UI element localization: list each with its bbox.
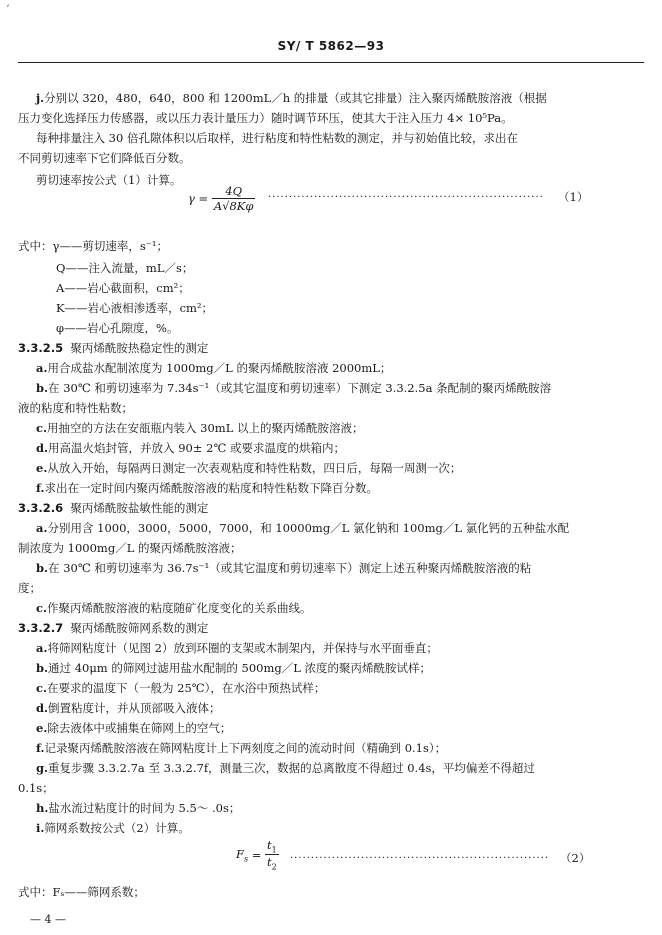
list-item-cont: 0.1s；: [18, 781, 54, 795]
section-heading: 3.3.2.6 聚丙烯酰胺盐敏性能的测定: [18, 501, 209, 515]
list-item: b.通过 40μm 的筛网过滤用盐水配制的 500mg／L 浓度的聚丙烯酰胺试样；: [36, 661, 432, 675]
text-line: 压力变化选择压力传感器，或以压力表计量压力）随时调节环压，使其大于注入压力 4× 10⁵Pa。: [18, 111, 513, 125]
where-item: φ——岩心孔隙度，%。: [56, 321, 179, 335]
header-rule: [18, 62, 644, 63]
section-heading: 3.3.2.7 聚丙烯酰胺筛网系数的测定: [18, 621, 209, 635]
list-item-cont: 液的粘度和特性粘数；: [18, 401, 133, 415]
text-line: 每种排量注入 30 倍孔隙体积以后取样，进行粘度和特性粘数的测定，并与初始值比较，求出在: [36, 131, 518, 145]
page-number: — 4 —: [30, 913, 66, 926]
equation-1: γ = $\frac{4Q}{A√8K\varphi}$: [188, 184, 254, 213]
list-item: g.重复步骤 3.3.2.7a 至 3.3.2.7f，测量三次，数据的总离散度不得超过 0.4s，平均偏差不得超过: [36, 761, 535, 775]
list-item: c.用抽空的方法在安瓿瓶内装入 30mL 以上的聚丙烯酰胺溶液；: [36, 421, 364, 435]
leader-dots: ··································································: [268, 192, 544, 203]
where-item: 式中：γ——剪切速率，s⁻¹；: [18, 239, 168, 253]
equation-number: （2）: [560, 851, 591, 865]
text-line: 剪切速率按公式（1）计算。: [36, 173, 182, 187]
leader-dots: ······························································: [290, 853, 550, 864]
page-header: SY/ T 5862—93: [277, 39, 385, 53]
list-item: d.倒置粘度计，并从顶部吸入液体；: [36, 701, 221, 715]
list-item: c.作聚丙烯酰胺溶液的粘度随矿化度变化的关系曲线。: [36, 601, 312, 615]
text-line: 不同剪切速率下它们降低百分数。: [18, 151, 191, 165]
where-item: K——岩心液相渗透率，cm²；: [56, 301, 214, 315]
where-item: A——岩心截面积，cm²；: [56, 281, 190, 295]
list-item: c.在要求的温度下（一般为 25℃），在水浴中预热试样；: [36, 681, 326, 695]
section-heading: 3.3.2.5 聚丙烯酰胺热稳定性的测定: [18, 341, 209, 355]
where-item: Q——注入流量，mL／s；: [56, 261, 194, 275]
list-item: e.除去液体中或捕集在筛网上的空气；: [36, 721, 232, 735]
equation-2: $F_s$ = $\frac{t_1}{t_2}$: [236, 838, 277, 872]
list-item: i.筛网系数按公式（2）计算。: [36, 821, 190, 835]
list-item: a.用合成盐水配制浓度为 1000mg／L 的聚丙烯酰胺溶液 2000mL；: [36, 361, 392, 375]
list-item: d.用高温火焰封管，并放入 90± 2℃ 或要求温度的烘箱内；: [36, 441, 345, 455]
list-item-cont: 度；: [18, 581, 41, 595]
list-item: a.将筛网粘度计（见图 2）放到环圈的支架或木制架内，并保持与水平面垂直；: [36, 641, 438, 655]
list-item: h.盐水流过粘度计的时间为 5.5～ .0s；: [36, 801, 241, 815]
step-j: j.分别以 320，480，640，800 和 1200mL／h 的排量（或其它排量）注入聚丙烯酰胺溶液（根据: [36, 91, 547, 105]
corner-mark: ʼ: [6, 4, 10, 15]
list-item: f.记录聚丙烯酰胺溶液在筛网粘度计上下两刻度之间的流动时间（精确到 0.1s）；: [36, 741, 447, 755]
list-item: b.在 30℃ 和剪切速率为 7.34s⁻¹（或其它温度和剪切速率）下测定 3.3.2.5a 条配制的聚丙烯酰胺溶: [36, 381, 552, 395]
where-item: 式中：Fₛ——筛网系数；: [18, 885, 145, 899]
list-item: f.求出在一定时间内聚丙烯酰胺溶液的粘度和特性粘数下降百分数。: [36, 481, 379, 495]
list-item: b.在 30℃ 和剪切速率为 36.7s⁻¹（或其它温度和剪切速率下）测定上述五种聚丙烯酰胺溶液的粘: [36, 561, 532, 575]
list-item: e.从放入开始，每隔两日测定一次表观粘度和特性粘数，四日后，每隔一周测一次；: [36, 461, 462, 475]
list-item-cont: 制浓度为 1000mg／L 的聚丙烯酰胺溶液；: [18, 541, 242, 555]
list-item: a.分别用含 1000，3000，5000，7000，和 10000mg／L 氯化钠和 100mg／L 氯化钙的五种盐水配: [36, 521, 570, 535]
equation-number: （1）: [558, 190, 589, 204]
